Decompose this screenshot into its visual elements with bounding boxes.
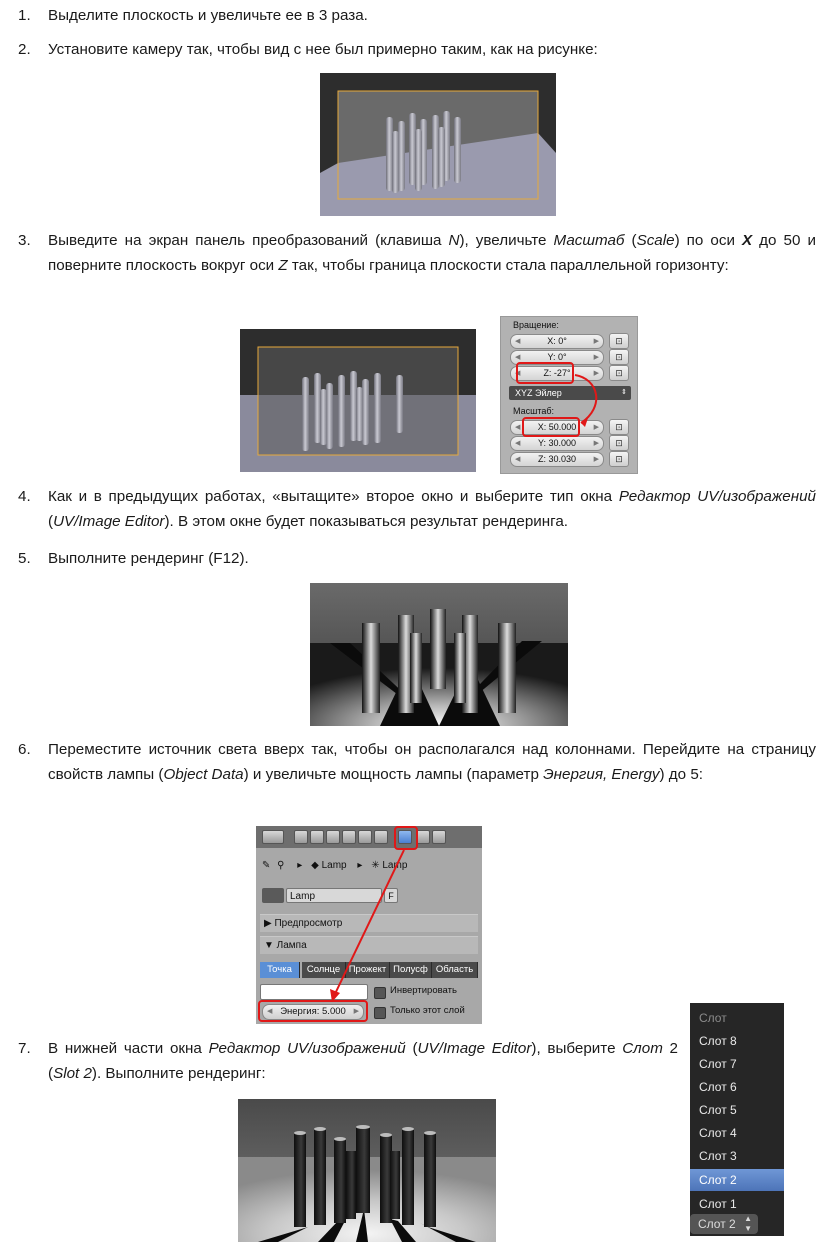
arrow-left-icon[interactable]: ◀ xyxy=(515,424,521,431)
tab-sun[interactable]: Солнце xyxy=(302,962,346,978)
italic-run: Scale xyxy=(636,232,675,249)
step-text xyxy=(48,737,816,787)
text-run: В нижней части окна xyxy=(48,1040,209,1057)
lock-icon[interactable]: ⊡ xyxy=(609,451,629,467)
step-number: 6. xyxy=(18,741,31,758)
text-run: Выведите на экран панель преобразований (клавиша xyxy=(48,232,449,249)
step-number: 4. xyxy=(18,488,31,505)
lamp-header[interactable]: ▼ Лампа xyxy=(260,936,478,954)
field-value: Y: 30.000 xyxy=(537,438,577,448)
italic-run: Редактор UV/изображений xyxy=(208,1040,406,1057)
slot-item-1[interactable]: Слот 1 xyxy=(699,1197,737,1211)
step-number: 2. xyxy=(18,41,31,58)
lamp-properties-panel xyxy=(256,826,482,1024)
text-run: ( xyxy=(405,1040,418,1057)
step-7 xyxy=(18,1036,678,1086)
fake-user-button[interactable]: F xyxy=(384,888,398,903)
viewport-render-svg xyxy=(240,329,476,472)
arrow-left-icon[interactable]: ◀ xyxy=(515,354,521,361)
lamp-icon: ✳ xyxy=(371,860,380,871)
arrow-right-icon[interactable]: ▶ xyxy=(593,338,599,345)
step-1 xyxy=(18,3,816,28)
field-value: X: 0° xyxy=(547,336,567,346)
step-6 xyxy=(18,737,816,787)
lock-icon[interactable]: ⊡ xyxy=(609,365,629,381)
chevron-right-icon: ▸ xyxy=(357,860,363,871)
updown-icon: ▲ ▼ xyxy=(744,1214,752,1233)
chevron-right-icon: ▸ xyxy=(297,860,303,871)
viewport-render-svg xyxy=(320,73,556,216)
lock-icon[interactable]: ⊡ xyxy=(609,435,629,451)
arrow-left-icon[interactable]: ◀ xyxy=(515,440,521,447)
lock-icon[interactable]: ⊡ xyxy=(609,349,629,365)
text-run: ) до 5: xyxy=(659,766,704,783)
arrow-right-icon[interactable]: ▶ xyxy=(593,456,599,463)
transform-panel xyxy=(500,316,638,474)
step-text: Выделите плоскость и увеличьте ее в 3 раза. xyxy=(48,7,368,24)
cube-icon: ◆ xyxy=(311,860,319,871)
breadcrumb-object: Lamp xyxy=(321,860,347,871)
arrow-right-icon[interactable]: ▶ xyxy=(593,354,599,361)
italic-run: Энергия, Energy xyxy=(543,766,660,783)
field-value: Энергия: 5.000 xyxy=(280,1006,346,1017)
text-run: Как и в предыдущих работах, «вытащите» второе окно и выберите тип окна xyxy=(48,488,619,505)
lock-icon[interactable]: ⊡ xyxy=(609,419,629,435)
breadcrumb-data: Lamp xyxy=(382,860,408,871)
rotated-plane-figure xyxy=(240,329,476,472)
slot-item-7[interactable]: Слот 7 xyxy=(699,1057,737,1071)
text-run: ) по оси xyxy=(674,232,742,249)
step-text xyxy=(48,1036,678,1086)
italic-run: Object Data xyxy=(163,766,244,783)
field-value: Z: 30.030 xyxy=(537,454,577,464)
preview-header[interactable]: ▶ Предпросмотр xyxy=(260,914,478,932)
rotation-label: Вращение: xyxy=(513,320,559,330)
text-run: 2 ( xyxy=(48,1040,678,1082)
field-value: Lamp xyxy=(290,891,316,902)
italic-run: Масштаб xyxy=(553,232,625,249)
tab-spot[interactable]: Прожект xyxy=(346,962,390,978)
italic-run: Редактор UV/изображений xyxy=(618,488,816,505)
select-value: Слот 2 xyxy=(698,1217,736,1231)
step-text: Установите камеру так, чтобы вид с нее был примерно таким, как на рисунке: xyxy=(48,41,598,58)
render-image-svg xyxy=(238,1099,496,1242)
arrow-right-icon[interactable]: ▶ xyxy=(353,1008,359,1015)
step-4 xyxy=(18,484,816,534)
slot-item-4[interactable]: Слот 4 xyxy=(699,1126,737,1140)
tab-point[interactable]: Точка xyxy=(260,962,300,978)
italic-run: N xyxy=(448,232,460,249)
text-run: Переместите источник света вверх так, чтобы он располагался над колоннами. Перейдите на страницу свойств лампы ( xyxy=(48,741,816,783)
step-number: 5. xyxy=(18,550,31,567)
text-run: ), увеличьте xyxy=(459,232,554,249)
slot-dropdown-menu xyxy=(690,1003,784,1236)
this-layer-label: Только этот слой xyxy=(390,1005,465,1016)
red-arrow-icon xyxy=(256,826,482,1024)
step-2 xyxy=(18,37,816,62)
text-run: до 50 и поверните плоскость вокруг оси xyxy=(48,232,816,274)
step-text xyxy=(48,484,816,534)
slot-item-3[interactable]: Слот 3 xyxy=(699,1149,737,1163)
arrow-right-icon[interactable]: ▶ xyxy=(593,370,599,377)
arrow-left-icon[interactable]: ◀ xyxy=(267,1008,273,1015)
arrow-left-icon[interactable]: ◀ xyxy=(515,456,521,463)
italic-run: UV/Image Editor xyxy=(53,513,165,530)
render-image-svg xyxy=(310,583,568,726)
slot-item-2[interactable]: Слот 2 xyxy=(690,1169,784,1191)
field-value: Z: -27° xyxy=(543,368,571,378)
pin-icon[interactable]: ✎ xyxy=(262,860,271,871)
text-run: ( xyxy=(48,513,54,530)
step-5 xyxy=(18,546,816,571)
lock-icon[interactable]: ⊡ xyxy=(609,333,629,349)
field-value: X: 50.000 xyxy=(537,422,577,432)
tab-area[interactable]: Область xyxy=(432,962,478,978)
updown-icon: ⇕ xyxy=(621,389,627,396)
tab-hemi[interactable]: Полусф xyxy=(390,962,432,978)
italic-run: Z xyxy=(278,257,288,274)
text-run: ). В этом окне будет показываться результат рендеринга. xyxy=(164,513,569,530)
render-result-1 xyxy=(310,583,568,726)
arrow-left-icon[interactable]: ◀ xyxy=(515,338,521,345)
lamp-object-icon: ⚲ xyxy=(277,860,285,871)
italic-run: Slot 2 xyxy=(53,1065,92,1082)
render-result-2 xyxy=(238,1099,496,1242)
slot-item-5[interactable]: Слот 5 xyxy=(699,1103,737,1117)
slot-menu-header: Слот xyxy=(699,1011,727,1025)
red-arrow-icon xyxy=(501,317,637,473)
scale-label: Масштаб: xyxy=(513,406,555,416)
text-run: так, чтобы граница плоскости стала параллельной горизонту: xyxy=(287,257,729,274)
italic-run: Слот xyxy=(622,1040,663,1057)
invert-label: Инвертировать xyxy=(390,985,457,996)
arrow-right-icon[interactable]: ▶ xyxy=(593,440,599,447)
text-run: ( xyxy=(624,232,637,249)
text-run: ). Выполните рендеринг: xyxy=(91,1065,266,1082)
step-number: 3. xyxy=(18,232,31,249)
italic-run: UV/Image Editor xyxy=(417,1040,532,1057)
text-run: ), выберите xyxy=(531,1040,623,1057)
select-value: XYZ Эйлер xyxy=(515,388,562,398)
step-number: 1. xyxy=(18,7,31,24)
step-number: 7. xyxy=(18,1040,31,1057)
step-text: Выполните рендеринг (F12). xyxy=(48,550,249,567)
slot-item-6[interactable]: Слот 6 xyxy=(699,1080,737,1094)
camera-view-figure xyxy=(320,73,556,216)
step-text xyxy=(48,228,816,278)
slot-select[interactable] xyxy=(690,1214,758,1234)
arrow-left-icon[interactable]: ◀ xyxy=(515,370,521,377)
field-value: Y: 0° xyxy=(547,352,567,362)
arrow-right-icon[interactable]: ▶ xyxy=(593,424,599,431)
italic-run: X xyxy=(741,232,753,249)
text-run: ) и увеличьте мощность лампы (параметр xyxy=(243,766,544,783)
step-3 xyxy=(18,228,816,278)
slot-item-8[interactable]: Слот 8 xyxy=(699,1034,737,1048)
